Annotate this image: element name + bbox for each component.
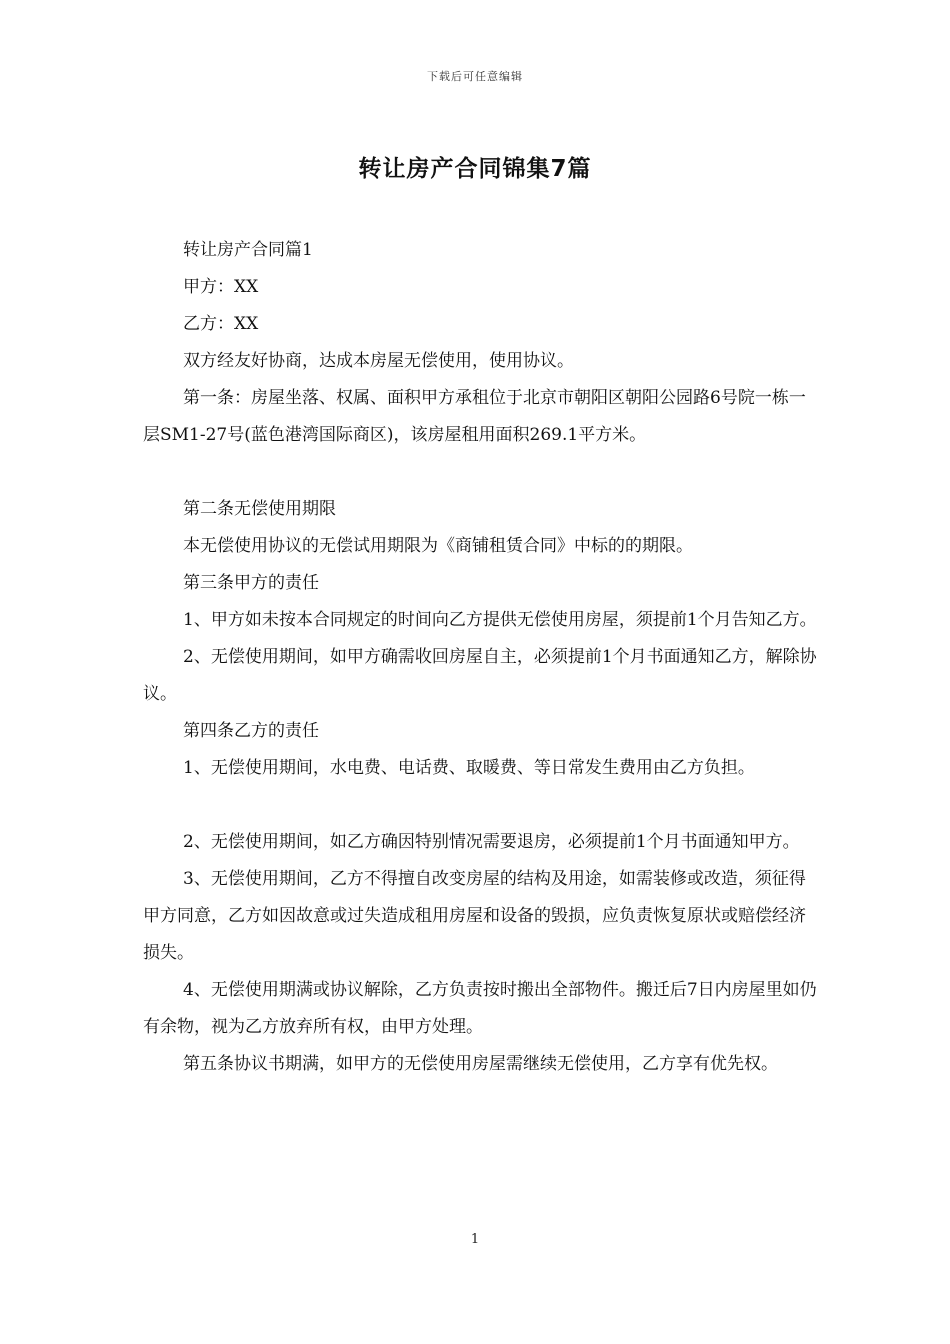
body-paragraph: 双方经友好协商，达成本房屋无偿使用，使用协议。 bbox=[183, 351, 574, 371]
list-item: 2、无偿使用期间，如甲方确需收回房屋自主，必须提前1个月书面通知乙方，解除协议。 bbox=[143, 647, 817, 704]
list-item: 2、无偿使用期间，如乙方确因特别情况需要退房，必须提前1个月书面通知甲方。 bbox=[183, 832, 800, 852]
blank-line bbox=[143, 787, 818, 824]
party-b-line: 乙方：XX bbox=[183, 314, 259, 334]
list-item: 1、无偿使用期间，水电费、电话费、取暖费、等日常发生费用由乙方负担。 bbox=[183, 758, 755, 778]
document-body bbox=[143, 232, 818, 1083]
article-4-heading: 第四条乙方的责任 bbox=[183, 721, 319, 741]
section-heading: 转让房产合同篇1 bbox=[183, 240, 313, 260]
blank-line bbox=[143, 454, 818, 491]
body-paragraph: 本无偿使用协议的无偿试用期限为《商铺租赁合同》中标的的期限。 bbox=[183, 536, 693, 556]
article-2-heading: 第二条无偿使用期限 bbox=[183, 499, 336, 519]
article-5: 第五条协议书期满，如甲方的无偿使用房屋需继续无偿使用，乙方享有优先权。 bbox=[183, 1054, 778, 1074]
party-a-line: 甲方：XX bbox=[183, 277, 259, 297]
article-1: 第一条：房屋坐落、权属、面积甲方承租位于北京市朝阳区朝阳公园路6号院一栋一层SM1-27号(蓝色港湾国际商区)，该房屋租用面积269.1平方米。 bbox=[143, 388, 806, 445]
page-number: 1 bbox=[470, 1232, 480, 1247]
page-header-note: 下载后可任意编辑 bbox=[427, 70, 523, 83]
document-title: 转让房产合同锦集7篇 bbox=[358, 156, 592, 182]
list-item: 3、无偿使用期间，乙方不得擅自改变房屋的结构及用途，如需装修或改造，须征得甲方同意，乙方如因故意或过失造成租用房屋和设备的毁损，应负责恢复原状或赔偿经济损失。 bbox=[143, 869, 806, 963]
article-3-heading: 第三条甲方的责任 bbox=[183, 573, 319, 593]
list-item: 1、甲方如未按本合同规定的时间向乙方提供无偿使用房屋，须提前1个月告知乙方。 bbox=[183, 610, 817, 630]
list-item: 4、无偿使用期满或协议解除，乙方负责按时搬出全部物件。搬迁后7日内房屋里如仍有余物，视为乙方放弃所有权，由甲方处理。 bbox=[143, 980, 817, 1037]
